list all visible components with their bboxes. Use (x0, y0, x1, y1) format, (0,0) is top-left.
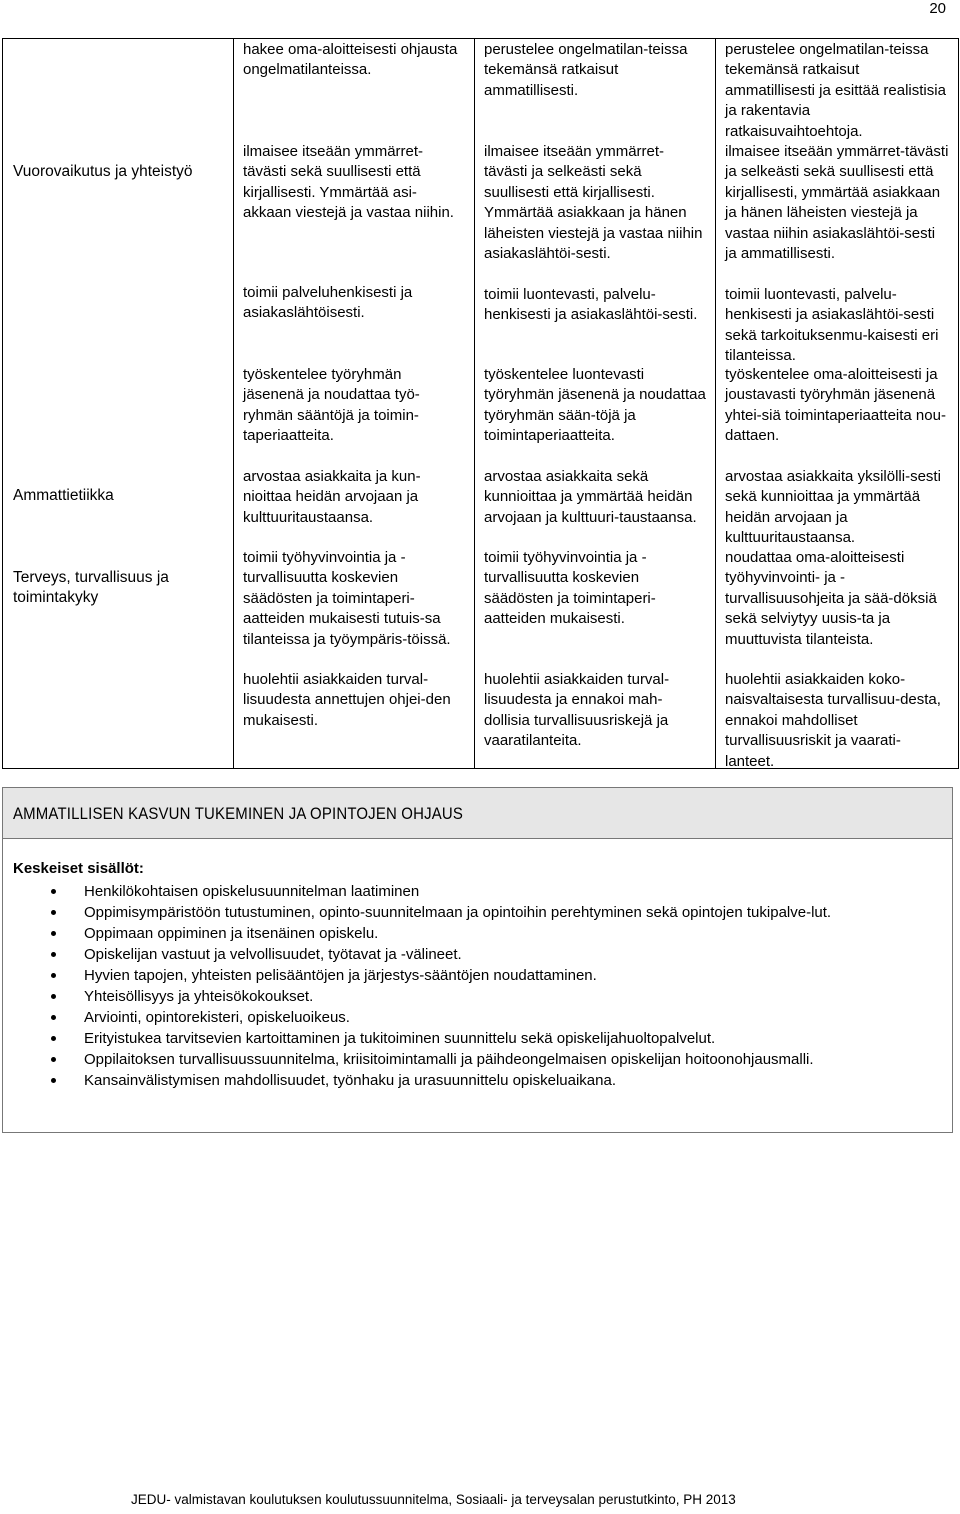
criterion-text: ilmaisee itseään ymmärret-tävästi ja selkeästi sekä suullisesti että kirjallisesti. Ymmärtää asiakkaan ja hänen läheisten viestejä ja vastaa niihin asiakaslähtöi-sesti. (484, 143, 703, 263)
criterion-text: toimii luontevasti, palvelu-henkisesti ja asiakaslähtöi-sesti sekä tarkoituksenmu-kaisesti eri tilanteissa. (725, 286, 939, 365)
criterion-text: hakee oma-aloitteisesti ohjausta ongelmatilanteissa. (243, 41, 458, 79)
page-number: 20 (929, 0, 946, 17)
criterion-text: toimii luontevasti, palvelu-henkisesti ja asiakaslähtöi-sesti. (484, 286, 698, 324)
list-item: Oppimaan oppiminen ja itsenäinen opiskelu. (3, 923, 943, 944)
criterion-text: perustelee ongelmatilan-teissa tekemänsä ratkaisut ammatillisesti. (484, 41, 688, 99)
criterion-text: toimii työhyvinvointia ja -turvallisuutta koskevien säädösten ja toimintaperi-aatteiden mukaisesti. (484, 549, 656, 628)
criterion-text: toimii työhyvinvointia ja -turvallisuutta koskevien säädösten ja toimintaperi-aatteiden mukaisesti tutuis-sa tilanteissa ja työympäris-töissä. (243, 549, 451, 648)
label-ammattietiikka: Ammattietiikka (13, 487, 114, 504)
section-title-bar (3, 788, 952, 839)
criterion-text: huolehtii asiakkaiden turval-lisuudesta annettujen ohjei-den mukaisesti. (243, 671, 451, 729)
content-list (3, 881, 943, 1091)
criterion-text: arvostaa asiakkaita sekä kunnioittaa ja ymmärtää heidän arvojaan ja kulttuuri-taustaansa. (484, 468, 697, 526)
criterion-text: huolehtii asiakkaiden koko-naisvaltaisesta turvallisuu-desta, ennakoi mahdolliset turvallisuusriskit ja vaarati-lanteet. (725, 671, 941, 770)
criterion-text: ilmaisee itseään ymmärret-tävästi sekä suullisesti että kirjallisesti. Ymmärtää asi-akkaan viestejä ja vastaa niihin. (243, 143, 454, 222)
list-item: Erityistukea tarvitsevien kartoittaminen ja tukitoiminen suunnittelu sekä opiskelijahuoltopalvelut. (3, 1028, 943, 1049)
list-item: Arviointi, opintorekisteri, opiskeluoikeus. (3, 1007, 943, 1028)
criterion-text: toimii palveluhenkisesti ja asiakaslähtöisesti. (243, 284, 413, 322)
list-item: Hyvien tapojen, yhteisten pelisääntöjen ja järjestys-sääntöjen noudattaminen. (3, 965, 943, 986)
list-item: Oppimisympäristöön tutustuminen, opinto-suunnitelmaan ja opintoihin perehtyminen sekä opintojen tukipalve-lut. (3, 902, 943, 923)
level-column-2 (475, 39, 716, 769)
label-terveys: Terveys, turvallisuus ja toimintakyky (13, 569, 169, 606)
page-footer: JEDU- valmistavan koulutuksen koulutussuunnitelma, Sosiaali- ja terveysalan perustutkinto, PH 2013 (131, 1492, 736, 1507)
list-item: Oppilaitoksen turvallisuussuunnitelma, kriisitoimintamalli ja päihdeongelmaisen opiskelijan hoitoonohjausmalli. (3, 1049, 943, 1070)
list-item: Opiskelijan vastuut ja velvollisuudet, työtavat ja -välineet. (3, 944, 943, 965)
criterion-text: arvostaa asiakkaita ja kun-nioittaa heidän arvojaan ja kulttuuritaustaansa. (243, 468, 421, 526)
criterion-text: työskentelee luontevasti työryhmän jäsenenä ja noudattaa työryhmän sään-töjä ja toimintaperiaatteita. (484, 366, 706, 445)
list-item: Kansainvälistymisen mahdollisuudet, työnhaku ja urasuunnittelu opiskeluaikana. (3, 1070, 943, 1091)
section-title: AMMATILLISEN KASVUN TUKEMINEN JA OPINTOJEN OHJAUS (13, 804, 464, 823)
criterion-text: arvostaa asiakkaita yksilölli-sesti sekä kunnioittaa ja ymmärtää heidän arvojaan ja kulttuuritaustaansa. (725, 468, 941, 547)
criterion-text: noudattaa oma-aloitteisesti työhyvinvointi- ja -turvallisuusohjeita ja sää-döksiä sekä selviytyy uusis-ta ja muuttuvista tilanteista. (725, 549, 937, 648)
section-subheading: Keskeiset sisällöt: (13, 860, 144, 877)
criterion-text: työskentelee oma-aloitteisesti ja joustavasti työryhmän jäsenenä yhtei-siä toimintaperiaatteita nou-dattaen. (725, 366, 946, 445)
criteria-label-column (3, 39, 234, 769)
criterion-text: ilmaisee itseään ymmärret-tävästi ja selkeästi sekä suullisesti että kirjallisesti, ymmärtää asiakkaan ja hänen läheisten viestejä ja vastaa niihin asiakaslähtöi-sesti ja ammatillisesti. (725, 143, 949, 263)
level-column-3 (716, 39, 959, 769)
criterion-text: huolehtii asiakkaiden turval-lisuudesta ja ennakoi mah-dollisia turvallisuusriskejä ja vaaratilanteita. (484, 671, 670, 750)
assessment-table (2, 38, 959, 769)
list-item: Henkilökohtaisen opiskelusuunnitelman laatiminen (3, 881, 943, 902)
level-column-1 (234, 39, 475, 769)
criterion-text: perustelee ongelmatilan-teissa tekemänsä ratkaisut ammatillisesti ja esittää realistisia ja rakentavia ratkaisuvaihtoehtoja. (725, 41, 946, 140)
criterion-text: työskentelee työryhmän jäsenenä ja noudattaa työ-ryhmän sääntöjä ja toimin-taperiaatteita. (243, 366, 420, 445)
list-item: Yhteisöllisyys ja yhteisökokoukset. (3, 986, 943, 1007)
section-box (2, 787, 953, 1133)
label-vuorovaikutus: Vuorovaikutus ja yhteistyö (13, 163, 193, 180)
